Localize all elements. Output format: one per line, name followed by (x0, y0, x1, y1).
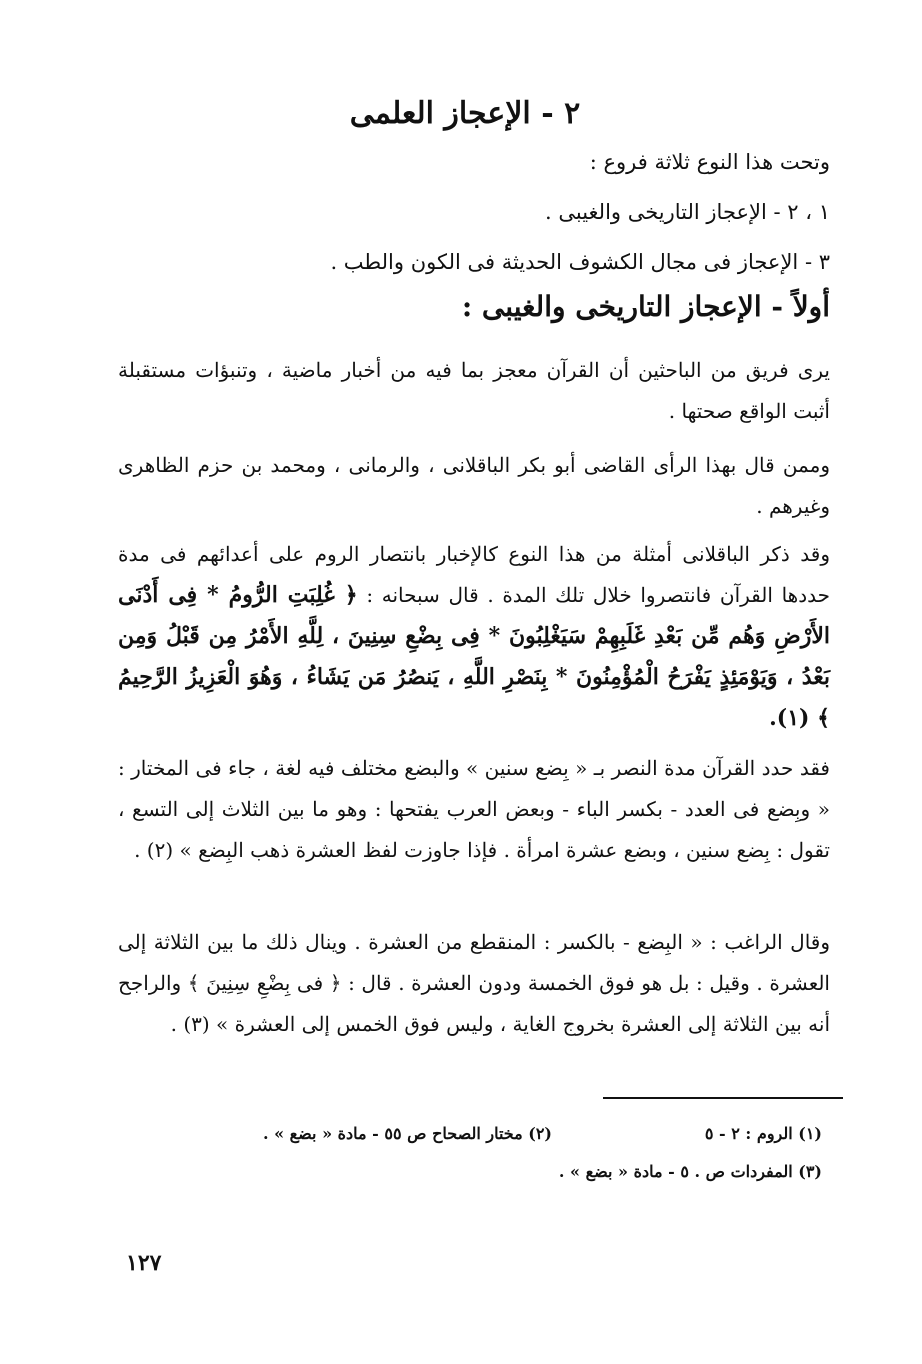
branch-1-2: ١ ، ٢ - الإعجاز التاريخى والغيبى . (545, 200, 830, 224)
chapter-title: ٢ - الإعجاز العلمى (349, 96, 581, 131)
quran-verse: ﴿ غُلِبَتِ الرُّومُ * فِى أَدْنَى الأَرْضِ وَهُم مِّن بَعْدِ غَلَبِهِمْ سَيَغْلِبُونَ * فِى بِضْعِ سِنِينَ ، لِلَّهِ الأَمْرُ مِن قَبْلُ وَمِن بَعْدُ ، وَيَوْمَئِذٍ يَفْرَحُ الْمُؤْمِنُونَ * بِنَصْرِ اللَّهِ ، يَنصُرُ مَن يَشَاءُ ، وَهُوَ الْعَزِيزُ الرَّحِيمُ ﴾ (١). (118, 582, 830, 731)
paragraph-1: يرى فريق من الباحثين أن القرآن معجز بما فيه من أخبار ماضية ، وتنبؤات مستقبلة أثبت الواقع صحتها . (118, 358, 830, 423)
footnote-2: (٢) مختار الصحاح ص ٥٥ - مادة « بضع » . (262, 1124, 552, 1143)
paragraph-2: وممن قال بهذا الرأى القاضى أبو بكر الباقلانى ، والرمانى ، ومحمد بن حزم الظاهرى وغيرهم . (118, 453, 830, 518)
footnote-3: (٣) المفردات ص . ٥ - مادة « بضع » . (558, 1162, 822, 1181)
paragraph-5: وقال الراغب : « البِضع - بالكسر : المنقطع من العشرة . وينال ذلك ما بين الثلاثة إلى العشرة . وقيل : بل هو فوق الخمسة ودون العشرة . قال : ﴿ فى بِضْعِ سِنِينَ ﴾ والراجح أنه بين الثلاثة إلى العشرة بخروج الغاية ، وليس فوق الخمس إلى العشرة » (٣) . (118, 930, 830, 1036)
branch-3: ٣ - الإعجاز فى مجال الكشوف الحديثة فى الكون والطب . (330, 250, 830, 274)
page-number: ١٢٧ (126, 1250, 162, 1276)
intro-line: وتحت هذا النوع ثلاثة فروع : (589, 150, 830, 174)
footnote-1: (١) الروم : ٢ - ٥ (704, 1124, 822, 1143)
paragraph-3-text: وقد ذكر الباقلانى أمثلة من هذا النوع كالإخبار بانتصار الروم على أعدائهم فى مدة حددها القرآن فانتصروا خلال تلك المدة . قال سبحانه : (118, 542, 831, 607)
section-heading: أولاً - الإعجاز التاريخى والغيبى : (461, 290, 830, 323)
footnote-divider (603, 1097, 843, 1099)
paragraph-3 (118, 534, 830, 739)
paragraph-4: فقد حدد القرآن مدة النصر بـ « بِضع سنين » والبضع مختلف فيه لغة ، جاء فى المختار : « وبِضع فى العدد - بكسر الباء - وبعض العرب يفتحها : وهو ما بين الثلاث إلى التسع ، تقول : بِضع سنين ، وبضع عشرة امرأة . فإذا جاوزت لفظ العشرة ذهب البِضع » (٢) . (118, 756, 830, 862)
